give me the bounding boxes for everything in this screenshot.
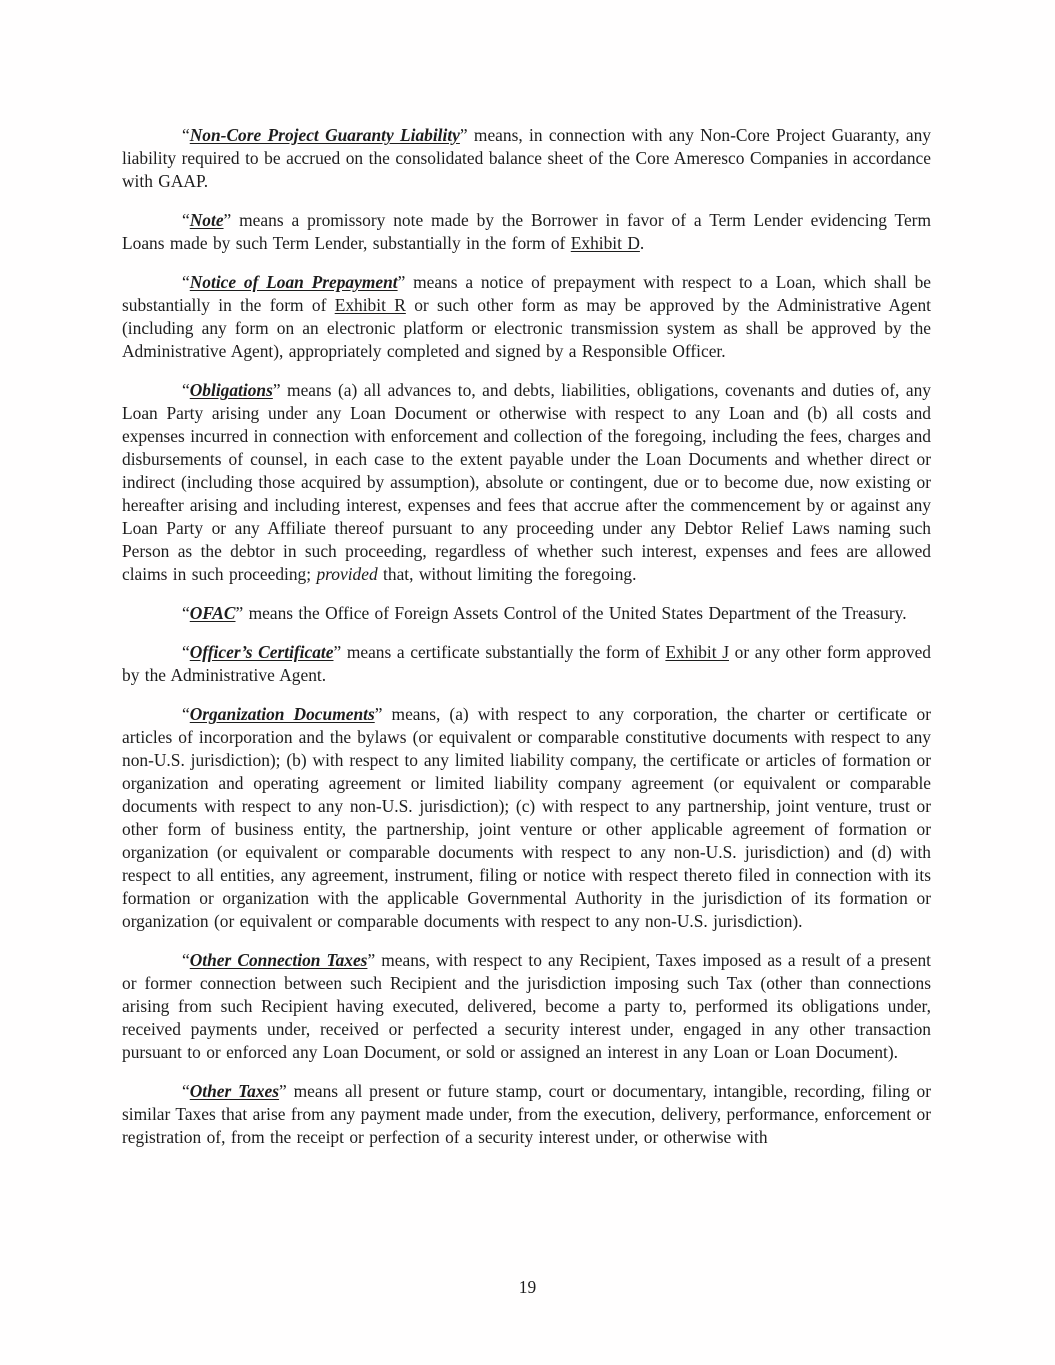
defined-term: Note bbox=[189, 210, 224, 230]
body-text: “ bbox=[182, 272, 190, 292]
definition-paragraph bbox=[122, 1080, 931, 1149]
defined-term: Other Connection Taxes bbox=[189, 950, 368, 970]
body-text: “ bbox=[182, 704, 190, 724]
body-text: ” means, in connection with any Non-Core Project Guaranty, any liability required to be accrued on the consolidated balance sheet of the Core Ameresco Companies in accordance with GAAP. bbox=[122, 125, 931, 191]
definition-paragraph bbox=[122, 949, 931, 1064]
definition-paragraph bbox=[122, 271, 931, 363]
body-text: “ bbox=[182, 603, 190, 623]
definition-paragraph bbox=[122, 703, 931, 933]
body-text: ” means a promissory note made by the Borrower in favor of a Term Lender evidencing Term Loans made by such Term Lender, substantially in the form of bbox=[122, 210, 931, 253]
body-text: ” means (a) all advances to, and debts, liabilities, obligations, covenants and duties of, any Loan Party arising under any Loan Document or otherwise with respect to any Loan and (b) all costs and expenses incurred in connection with enforcement and collection of the foregoing, including the fees, charges and disbursements of counsel, in each case to the extent payable under the Loan Documents and whether direct or indirect (including those acquired by assumption), absolute or contingent, due or to become due, now existing or hereafter arising and including interest, expenses and fees that accrue after the commencement by or against any Loan Party or any Affiliate thereof pursuant to any proceeding under any Debtor Relief Laws naming such Person as the debtor in such proceeding, regardless of whether such interest, expenses and fees are allowed claims in such proceeding; bbox=[122, 380, 931, 584]
exhibit-reference: Exhibit J bbox=[665, 642, 729, 662]
body-text: ” means a certificate substantially the form of bbox=[333, 642, 666, 662]
defined-term: Obligations bbox=[189, 380, 273, 400]
body-text: ” means a notice of prepayment with respect to a Loan, which shall be substantially in the form of bbox=[122, 272, 931, 315]
defined-term: Notice of Loan Prepayment bbox=[189, 272, 398, 292]
body-text: “ bbox=[182, 125, 190, 145]
defined-term: Other Taxes bbox=[189, 1081, 280, 1101]
definition-paragraph bbox=[122, 124, 931, 193]
defined-term: Officer’s Certificate bbox=[189, 642, 334, 662]
document-body bbox=[122, 124, 931, 1165]
definition-paragraph bbox=[122, 641, 931, 687]
exhibit-reference: Exhibit D bbox=[570, 233, 640, 253]
emphasis-text: provided bbox=[316, 564, 378, 584]
body-text: ” means all present or future stamp, court or documentary, intangible, recording, filing or similar Taxes that arise from any payment made under, from the execution, delivery, performance, enforcement or registration of, from the receipt or perfection of a security interest under, or otherwise with bbox=[122, 1081, 932, 1147]
definition-paragraph bbox=[122, 209, 931, 255]
body-text: . bbox=[639, 233, 645, 253]
page-number: 19 bbox=[518, 1277, 537, 1297]
body-text: ” means, with respect to any Recipient, Taxes imposed as a result of a present or former connection between such Recipient and the jurisdiction imposing such Tax (other than connections arising from such Recipient having executed, delivered, become a party to, performed its obligations under, received payments under, received or perfected a security interest under, engaged in any other transaction pursuant to or enforced any Loan Document, or sold or assigned an interest in any Loan or Loan Document). bbox=[122, 950, 931, 1062]
body-text: ” means the Office of Foreign Assets Control of the United States Department of the Treasury. bbox=[235, 603, 907, 623]
definition-paragraph bbox=[122, 602, 931, 625]
body-text: or any other form approved by the Administrative Agent. bbox=[122, 642, 931, 685]
defined-term: Organization Documents bbox=[189, 704, 375, 724]
body-text: “ bbox=[182, 210, 190, 230]
exhibit-reference: Exhibit R bbox=[334, 295, 406, 315]
defined-term: OFAC bbox=[189, 603, 236, 623]
body-text: or such other form as may be approved by the Administrative Agent (including any form on an electronic platform or electronic transmission system as shall be approved by the Administrative Agent), appropriately completed and signed by a Responsible Officer. bbox=[122, 295, 931, 361]
body-text: “ bbox=[182, 642, 190, 662]
defined-term: Non-Core Project Guaranty Liability bbox=[189, 125, 460, 145]
body-text: ” means, (a) with respect to any corporation, the charter or certificate or articles of incorporation and the bylaws (or equivalent or comparable constitutive documents with respect to any non-U.S. jurisdiction); (b) with respect to any limited liability company, the certificate or articles of formation or organization and operating agreement or limited liability company agreement (or equivalent or comparable documents with respect to any non-U.S. jurisdiction); (c) with respect to any partnership, joint venture, trust or other form of business entity, the partnership, joint venture or other applicable agreement of formation or organization (or equivalent or comparable documents with respect to any non-U.S. jurisdiction) and (d) with respect to all entities, any agreement, instrument, filing or notice with respect thereto filed in connection with its formation or organization with the applicable Governmental Authority in the jurisdiction of its formation or organization (or equivalent or comparable documents with respect to any non-U.S. jurisdiction). bbox=[122, 704, 931, 931]
body-text: that, without limiting the foregoing. bbox=[377, 564, 637, 584]
body-text: “ bbox=[182, 380, 190, 400]
body-text: “ bbox=[182, 1081, 190, 1101]
body-text: “ bbox=[182, 950, 190, 970]
definition-paragraph bbox=[122, 379, 931, 586]
